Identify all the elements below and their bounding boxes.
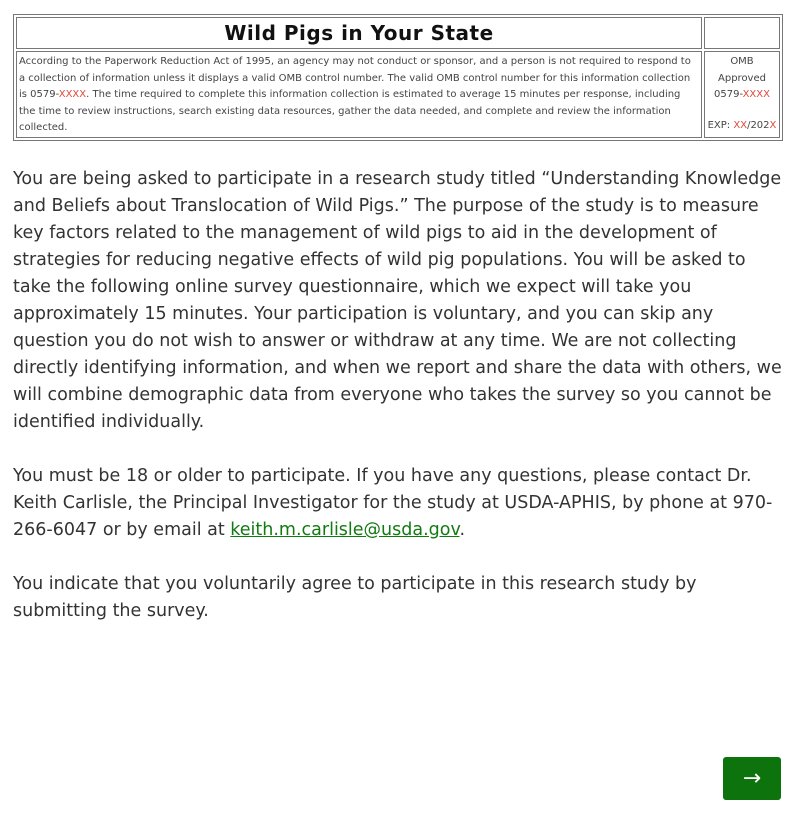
- omb-approval-cell: [704, 51, 780, 138]
- exp-month-placeholder: XX: [733, 120, 748, 131]
- consent-paragraph-purpose: You are being asked to participate in a research study titled “Understanding Knowledge and Beliefs about Translocation of Wild Pigs.” The purpose of the study is to measure key factors related to the management of wild pigs to aid in the development of strategies for reducing negative effects of wild pig populations. You will be asked to take the following online survey questionnaire, which we expect will take you approximately 15 minutes. Your participation is voluntary, and you can skip any question you do not wish to answer or withdraw at any time. We are not collecting directly identifying information, and when we report and share the data with others, we will combine demographic data from everyone who takes the survey so you cannot be identified individually.: [13, 169, 782, 432]
- paperwork-notice: [16, 51, 702, 138]
- omb-number-prefix: 0579-: [714, 89, 743, 100]
- notice-text-part1: According to the Paperwork Reduction Act of 1995, an agency may not conduct or sponsor, and a person is not required to respond to a collection of information unless it displays a valid OMB control number. The valid OMB control number for this information collection is 0579-: [19, 56, 691, 100]
- exp-separator: /: [747, 120, 751, 131]
- consent-paragraph-agreement: You indicate that you voluntarily agree to participate in this research study by submitting the survey.: [13, 574, 697, 621]
- exp-label: EXP:: [707, 120, 734, 131]
- consent-paragraph-contact: [13, 463, 785, 544]
- consent-content: [13, 166, 785, 652]
- survey-header-table: [13, 14, 783, 141]
- omb-approved-label: Approved: [718, 72, 766, 84]
- notice-text-part2: . The time required to complete this information collection is estimated to average 15 minutes per response, including the time to review instructions, search existing data resources, gather the data needed, and complete and review the information collected.: [19, 89, 681, 133]
- email-link[interactable]: keith.m.carlisle@usda.gov: [230, 520, 460, 540]
- contact-text-end: .: [459, 520, 466, 540]
- exp-year-prefix: 202: [750, 120, 770, 131]
- next-button[interactable]: →: [723, 757, 781, 800]
- exp-year-placeholder: X: [769, 120, 777, 131]
- notice-control-number-placeholder: XXXX: [58, 89, 87, 100]
- omb-number: [705, 87, 779, 104]
- contact-text: You must be 18 or older to participate. If you have any questions, please contact Dr. Keith Carlisle, the Principal Investigator for the study at USDA-APHIS, by phone at 970-266-6047 or by email at: [13, 466, 773, 540]
- omb-number-placeholder: XXXX: [742, 89, 770, 100]
- survey-title: Wild Pigs in Your State: [16, 17, 702, 49]
- header-empty-cell: [704, 17, 780, 49]
- omb-expiration: [705, 118, 779, 135]
- omb-label: OMB: [730, 56, 754, 67]
